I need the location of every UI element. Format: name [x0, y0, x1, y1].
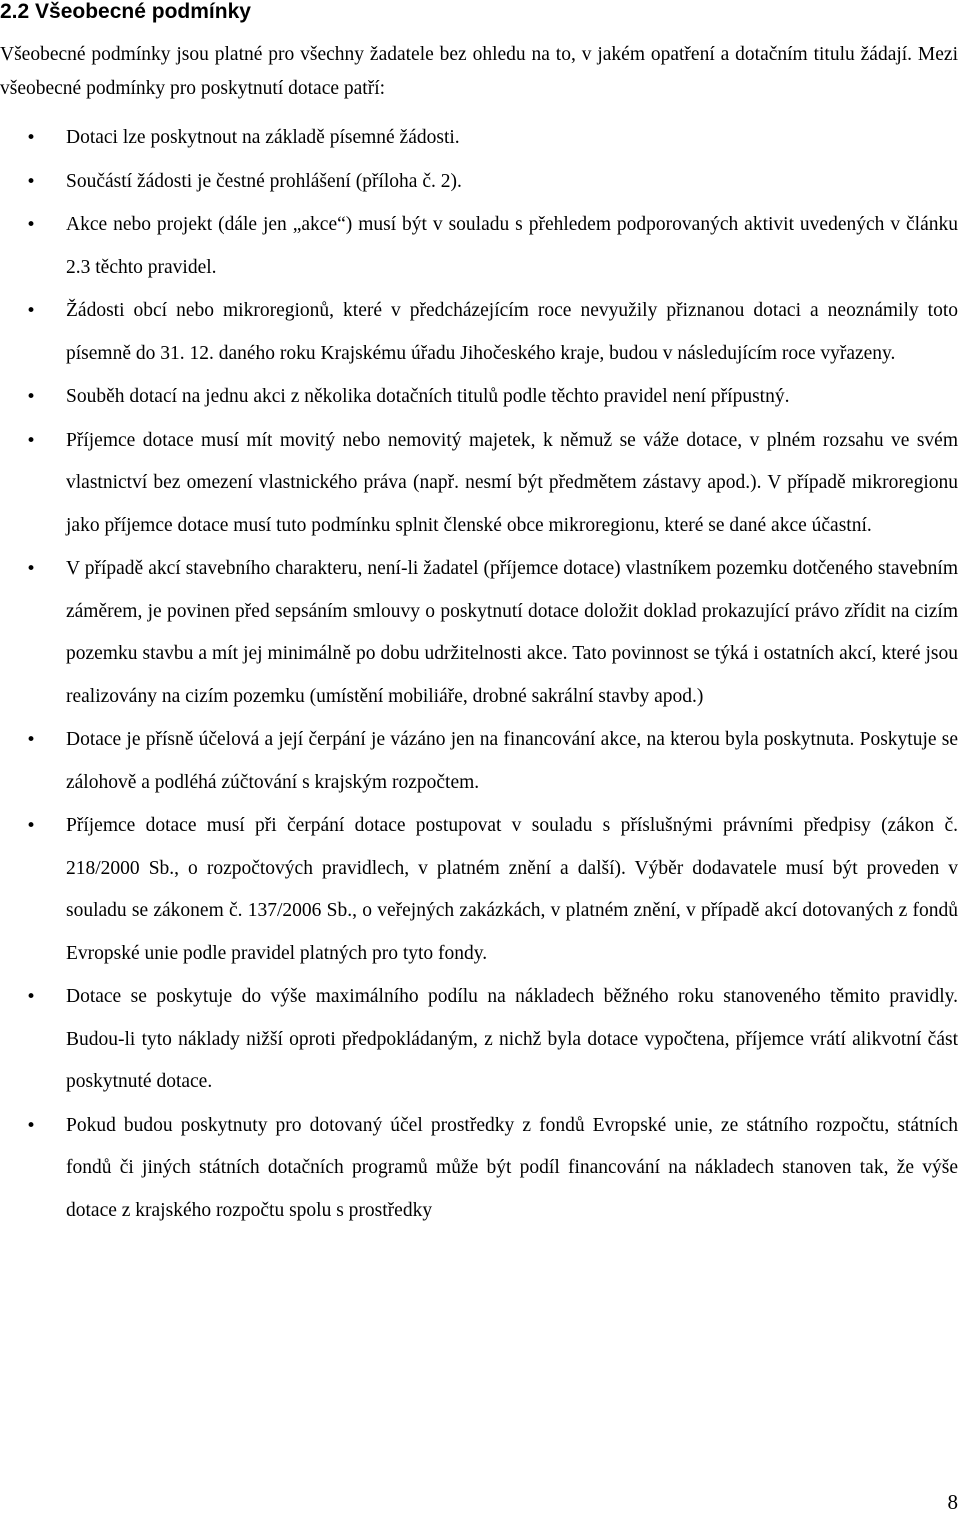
bullet-icon: • [26, 128, 37, 148]
list-item-text: Příjemce dotace musí při čerpání dotace postupovat v souladu s příslušnými právními předpisy (zákon č. 218/2000 Sb., o rozpočtových pravidlech, v platném znění a další). Výběr dodavatele musí být proveden v souladu se zákonem č. 137/2006 Sb., o veřejných zakázkách, v platném znění, v případě akcí dotovaných z fondů Evropské unie podle pravidel platných pro tyto fondy. [66, 815, 958, 964]
list-item [0, 976, 958, 1104]
list-item [0, 161, 958, 204]
list-item-text: V případě akcí stavebního charakteru, není-li žadatel (příjemce dotace) vlastníkem pozemku dotčeného stavebním záměrem, je povinen před sepsáním smlouvy o poskytnutí dotace doložit doklad prokazující právo zřídit na cizím pozemku stavbu a mít jej minimálně po dobu udržitelnosti akce. Tato povinnost se týká i ostatních akcí, které jsou realizovány na cizím pozemku (umístění mobiliáře, drobné sakrální stavby apod.) [66, 558, 958, 707]
list-item [0, 290, 958, 375]
bullet-icon: • [26, 1115, 37, 1136]
list-item-text: Příjemce dotace musí mít movitý nebo nemovitý majetek, k němuž se váže dotace, v plném rozsahu ve svém vlastnictví bez omezení vlastnického práva (např. nesmí být předmětem zástavy apod.). V případě mikroregionu jako příjemce dotace musí tuto podmínku splnit členské obce mikroregionu, které se dané akce účastní. [66, 429, 958, 536]
list-item-text: Dotace je přísně účelová a její čerpání je vázáno jen na financování akce, na kterou byla poskytnuta. Poskytuje se zálohově a podléhá zúčtování s krajským rozpočtem. [66, 729, 958, 793]
bullet-icon: • [26, 987, 37, 1007]
list-item [0, 548, 958, 718]
list-item-text: Žádosti obcí nebo mikroregionů, které v předcházejícím roce nevyužily přiznanou dotaci a neoznámily toto písemně do 31. 12. daného roku Krajskému úřadu Jihočeského kraje, budou v následujícím roce vyřazeny. [66, 300, 958, 364]
list-item [0, 376, 958, 419]
list-item [0, 117, 958, 160]
bullet-icon: • [26, 387, 37, 407]
list-item-text: Akce nebo projekt (dále jen „akce“) musí být v souladu s přehledem podporovaných aktivit uvedených v článku 2.3 těchto pravidel. [66, 214, 958, 278]
bullet-icon: • [26, 559, 37, 579]
bullet-icon: • [26, 301, 37, 321]
bullet-icon: • [26, 730, 37, 750]
list-item [0, 1105, 958, 1233]
list-item [0, 420, 958, 548]
intro-paragraph: Všeobecné podmínky jsou platné pro všechny žadatele bez ohledu na to, v jakém opatření a dotačním titulu žádají. Mezi všeobecné podmínky pro poskytnutí dotace patří: [0, 44, 958, 99]
page-number: 8 [947, 1490, 958, 1514]
list-item-text: Dotaci lze poskytnout na základě písemné žádosti. [66, 127, 460, 148]
section-heading: 2.2 Všeobecné podmínky [0, 0, 251, 23]
bullet-icon: • [26, 215, 37, 235]
bullet-icon: • [26, 430, 37, 451]
conditions-list [0, 117, 958, 1232]
bullet-icon: • [26, 816, 37, 836]
list-item-text: Součástí žádosti je čestné prohlášení (příloha č. 2). [66, 170, 462, 192]
list-item-text: Dotace se poskytuje do výše maximálního podílu na nákladech běžného roku stanoveného těmito pravidly. Budou-li tyto náklady nižší oproti předpokládaným, z nichž byla dotace vypočtena, příjemce vrátí alikvotní část poskytnuté dotace. [66, 986, 958, 1092]
list-item [0, 805, 958, 975]
list-item [0, 719, 958, 804]
list-item [0, 204, 958, 289]
bullet-icon: • [26, 171, 37, 192]
list-item-text: Souběh dotací na jednu akci z několika dotačních titulů podle těchto pravidel není přípustný. [66, 386, 790, 407]
list-item-text: Pokud budou poskytnuty pro dotovaný účel prostředky z fondů Evropské unie, ze státního rozpočtu, státních fondů či jiných státních dotačních programů může být podíl financování na nákladech stanoven tak, že výše dotace z krajského rozpočtu spolu s prostředky [66, 1114, 958, 1221]
